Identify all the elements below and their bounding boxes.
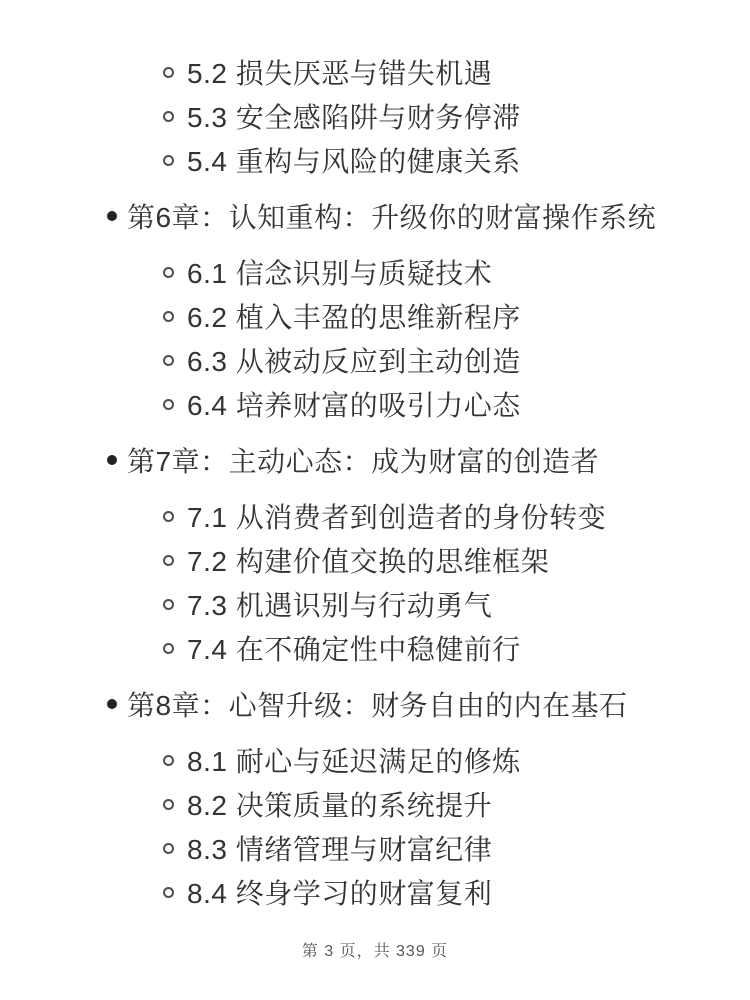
- disc-bullet-icon: [107, 455, 117, 465]
- circle-bullet-icon: [163, 111, 174, 122]
- toc-subitem: [0, 250, 750, 294]
- circle-bullet-icon: [163, 155, 174, 166]
- toc-chapter-title: 第8章：心智升级：财务自由的内在基石: [127, 690, 628, 721]
- toc-subitem-label: 6.4 培养财富的吸引力心态: [187, 390, 521, 421]
- toc-subitem-label: 8.2 决策质量的系统提升: [187, 790, 493, 821]
- toc-subitem: [0, 382, 750, 426]
- circle-bullet-icon: [163, 555, 174, 566]
- circle-bullet-icon: [163, 399, 174, 410]
- toc-subitem-label: 6.2 植入丰盈的思维新程序: [187, 302, 521, 333]
- toc-subitem-label: 7.2 构建价值交换的思维框架: [187, 546, 550, 577]
- circle-bullet-icon: [163, 311, 174, 322]
- toc-subitem-label: 8.3 情绪管理与财富纪律: [187, 834, 493, 865]
- toc-subitem: [0, 338, 750, 382]
- circle-bullet-icon: [163, 511, 174, 522]
- toc-subitem-label: 5.2 损失厌恶与错失机遇: [187, 58, 493, 89]
- toc-chapter-title: 第6章：认知重构：升级你的财富操作系统: [127, 202, 657, 233]
- toc-subitem: [0, 50, 750, 94]
- circle-bullet-icon: [163, 799, 174, 810]
- toc-chapter: [0, 426, 750, 494]
- toc-subitem: [0, 538, 750, 582]
- disc-bullet-icon: [107, 211, 117, 221]
- toc-subitem: [0, 138, 750, 182]
- circle-bullet-icon: [163, 67, 174, 78]
- toc-subitem: [0, 826, 750, 870]
- toc-subitem: [0, 294, 750, 338]
- toc-subitem-label: 5.4 重构与风险的健康关系: [187, 146, 521, 177]
- toc-subitem-label: 7.1 从消费者到创造者的身份转变: [187, 502, 607, 533]
- toc-chapter: [0, 670, 750, 738]
- toc-subitem: [0, 738, 750, 782]
- toc-subitem-label: 5.3 安全感陷阱与财务停滞: [187, 102, 521, 133]
- circle-bullet-icon: [163, 267, 174, 278]
- toc-subitem: [0, 94, 750, 138]
- toc-subitem: [0, 582, 750, 626]
- toc-chapter-title: 第7章：主动心态：成为财富的创造者: [127, 446, 600, 477]
- circle-bullet-icon: [163, 355, 174, 366]
- page-indicator: 第 3 页，共 339 页: [301, 943, 449, 960]
- toc-subitem-label: 6.3 从被动反应到主动创造: [187, 346, 521, 377]
- toc-chapter: [0, 182, 750, 250]
- circle-bullet-icon: [163, 843, 174, 854]
- toc-subitem-label: 8.4 终身学习的财富复利: [187, 878, 493, 909]
- circle-bullet-icon: [163, 887, 174, 898]
- toc-subitem: [0, 494, 750, 538]
- toc-subitem-label: 7.4 在不确定性中稳健前行: [187, 634, 521, 665]
- circle-bullet-icon: [163, 755, 174, 766]
- toc-subitem: [0, 782, 750, 826]
- toc-subitem: [0, 626, 750, 670]
- toc-subitem: [0, 870, 750, 914]
- circle-bullet-icon: [163, 643, 174, 654]
- circle-bullet-icon: [163, 599, 174, 610]
- toc-subitem-label: 6.1 信念识别与质疑技术: [187, 258, 493, 289]
- disc-bullet-icon: [107, 699, 117, 709]
- toc-subitem-label: 8.1 耐心与延迟满足的修炼: [187, 746, 521, 777]
- toc-subitem-label: 7.3 机遇识别与行动勇气: [187, 590, 493, 621]
